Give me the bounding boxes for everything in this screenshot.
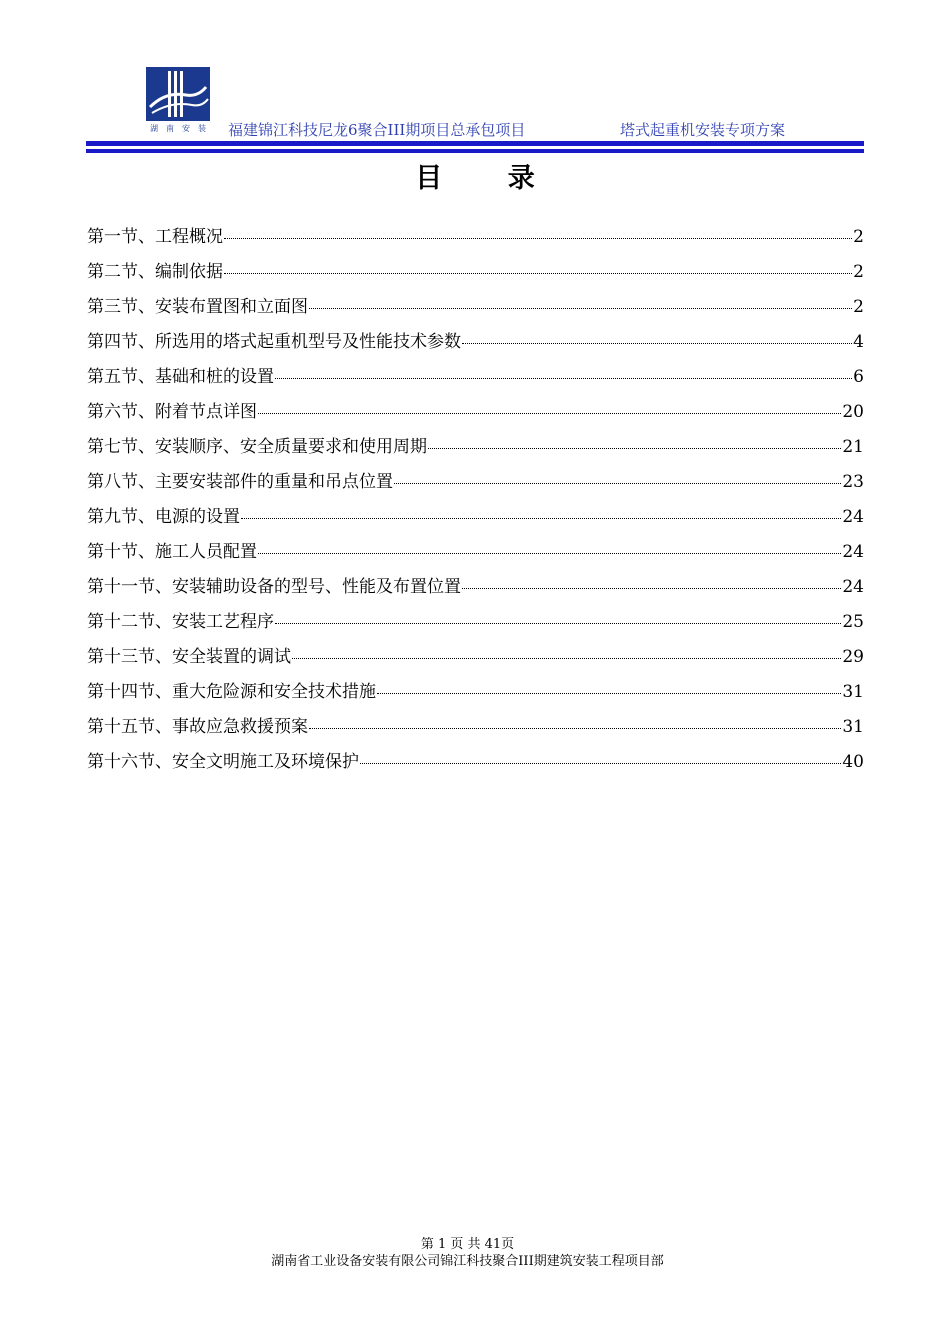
toc-entry[interactable] <box>87 677 864 712</box>
toc-leader <box>258 553 841 554</box>
toc-label: 第六节、附着节点详图 <box>87 402 257 422</box>
toc-label: 第十三节、安全装置的调试 <box>87 647 291 667</box>
toc-leader <box>462 343 852 344</box>
table-of-contents <box>87 222 864 782</box>
toc-entry[interactable] <box>87 257 864 292</box>
toc-entry[interactable] <box>87 327 864 362</box>
toc-leader <box>428 448 841 449</box>
footer-company: 湖南省工业设备安装有限公司锦江科技聚合III期建筑安装工程项目部 <box>271 1254 664 1269</box>
toc-label: 第十一节、安装辅助设备的型号、性能及布置位置 <box>87 577 461 597</box>
toc-page: 23 <box>842 472 864 492</box>
toc-leader <box>275 378 852 379</box>
logo-char: 安 <box>182 123 190 133</box>
toc-leader <box>258 413 841 414</box>
footer-page-info: 第 1 页 共 41页 <box>420 1237 515 1252</box>
header-plan-name: 塔式起重机安装专项方案 <box>620 121 786 139</box>
logo-char: 湖 <box>150 123 158 133</box>
toc-leader <box>275 623 841 624</box>
toc-entry[interactable] <box>87 397 864 432</box>
toc-entry[interactable] <box>87 712 864 747</box>
toc-leader <box>292 658 841 659</box>
toc-leader <box>394 483 841 484</box>
toc-label: 第十五节、事故应急救援预案 <box>87 717 308 737</box>
header-rule-thick <box>86 141 864 146</box>
toc-page: 4 <box>853 332 864 352</box>
toc-label: 第十二节、安装工艺程序 <box>87 612 274 632</box>
logo-char: 南 <box>166 123 174 133</box>
toc-entry[interactable] <box>87 362 864 397</box>
toc-entry[interactable] <box>87 642 864 677</box>
page-title: 目 录 <box>415 163 563 194</box>
toc-entry[interactable] <box>87 607 864 642</box>
toc-page: 2 <box>853 262 864 282</box>
toc-page: 2 <box>853 297 864 317</box>
toc-label: 第十六节、安全文明施工及环境保护 <box>87 752 359 772</box>
toc-leader <box>224 238 852 239</box>
toc-label: 第十节、施工人员配置 <box>87 542 257 562</box>
toc-page: 2 <box>853 227 864 247</box>
logo-text <box>146 121 210 135</box>
toc-leader <box>309 728 841 729</box>
header-project-name: 福建锦江科技尼龙6聚合III期项目总承包项目 <box>228 121 526 139</box>
toc-label: 第十四节、重大危险源和安全技术措施 <box>87 682 376 702</box>
toc-page: 40 <box>842 752 864 772</box>
toc-entry[interactable] <box>87 572 864 607</box>
header-rule-thin <box>86 149 864 153</box>
toc-label: 第三节、安装布置图和立面图 <box>87 297 308 317</box>
toc-entry[interactable] <box>87 537 864 572</box>
toc-page: 24 <box>842 507 864 527</box>
toc-label: 第一节、工程概况 <box>87 227 223 247</box>
toc-page: 29 <box>842 647 864 667</box>
toc-leader <box>360 763 841 764</box>
toc-page: 21 <box>842 437 864 457</box>
toc-label: 第九节、电源的设置 <box>87 507 240 527</box>
toc-entry[interactable] <box>87 502 864 537</box>
toc-entry[interactable] <box>87 467 864 502</box>
toc-page: 25 <box>842 612 864 632</box>
toc-page: 6 <box>853 367 864 387</box>
toc-entry[interactable] <box>87 292 864 327</box>
company-logo-icon <box>146 67 210 121</box>
toc-label: 第二节、编制依据 <box>87 262 223 282</box>
toc-page: 24 <box>842 577 864 597</box>
toc-label: 第七节、安装顺序、安全质量要求和使用周期 <box>87 437 427 457</box>
toc-leader <box>241 518 841 519</box>
toc-page: 24 <box>842 542 864 562</box>
toc-entry[interactable] <box>87 432 864 467</box>
logo-char: 装 <box>198 123 206 133</box>
toc-page: 20 <box>842 402 864 422</box>
toc-leader <box>462 588 841 589</box>
toc-leader <box>377 693 841 694</box>
toc-page: 31 <box>842 717 864 737</box>
company-logo <box>146 67 210 135</box>
toc-entry[interactable] <box>87 747 864 782</box>
toc-label: 第八节、主要安装部件的重量和吊点位置 <box>87 472 393 492</box>
toc-label: 第四节、所选用的塔式起重机型号及性能技术参数 <box>87 332 461 352</box>
toc-label: 第五节、基础和桩的设置 <box>87 367 274 387</box>
toc-leader <box>309 308 852 309</box>
toc-leader <box>224 273 852 274</box>
toc-page: 31 <box>842 682 864 702</box>
toc-entry[interactable] <box>87 222 864 257</box>
